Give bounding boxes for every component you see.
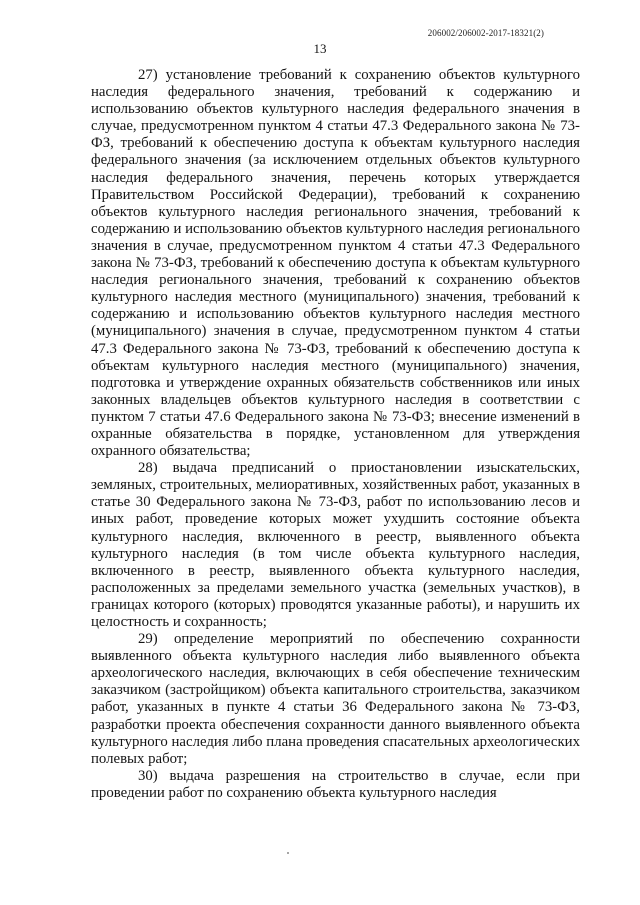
page-number: 13 (313, 41, 327, 56)
document-body (91, 67, 580, 802)
scan-speck (287, 852, 289, 854)
paragraph-item-27: 27) установление требований к сохранению объектов культурного наследия федерального значения, требований к содержанию и использованию объектов культурного наследия федерального значения в случае, предусмотренном пунктом 4 статьи 47.3 Федерального закона № 73-ФЗ, требований к обеспечению доступа к объектам культурного наследия федерального значения (за исключением отдельных объектов культурного наследия федерального значения, перечень которых утверждается Правительством Российской Федерации), требований к сохранению объектов культурного наследия регионального значения, требований к содержанию и использованию объектов культурного наследия регионального значения в случае, предусмотренном пунктом 4 статьи 47.3 Федерального закона № 73-ФЗ, требований к обеспечению доступа к объектам культурного наследия регионального значения, требований к сохранению объектов культурного наследия местного (муниципального) значения, требований к содержанию и использованию объектов культурного наследия местного (муниципального) значения в случае, предусмотренном пунктом 4 статьи 47.3 Федерального закона № 73-ФЗ, требований к обеспечению доступа к объектам культурного наследия местного (муниципального) значения, подготовка и утверждение охранных обязательств собственников или иных законных владельцев объектов культурного наследия в соответствии с пунктом 7 статьи 47.6 Федерального закона № 73-ФЗ; внесение изменений в охранные обязательства в порядке, установленном для утверждения охранного обязательства; (91, 67, 580, 460)
document-registration-code: 206002/206002-2017-18321(2) (427, 28, 544, 38)
paragraph-item-30: 30) выдача разрешения на строительство в случае, если при проведении работ по сохранению объекта культурного наследия (91, 767, 580, 801)
paragraph-item-28: 28) выдача предписаний о приостановлении изыскательских, земляных, строительных, мелиоративных, хозяйственных работ, указанных в статье 30 Федерального закона № 73-ФЗ, работ по использованию лесов и иных работ, проведение которых может ухудшить состояние объекта культурного наследия, включенного в реестр, выявленного объекта культурного наследия (в том числе объекта культурного наследия, включенного в реестр, выявленного объекта культурного наследия, расположенных за пределами земельного участка (земельных участков), в границах которого (которых) проводятся указанные работы), и нарушить их целостность и сохранность; (91, 460, 580, 630)
paragraph-item-29: 29) определение мероприятий по обеспечению сохранности выявленного объекта культурного наследия либо выявленного объекта археологического наследия, включающих в себя обеспечение техническим заказчиком (застройщиком) объекта капитального строительства, заказчиком работ, указанных в пункте 4 статьи 36 Федерального закона № 73-ФЗ, разработки проекта обеспечения сохранности данного выявленного объекта культурного наследия либо плана проведения спасательных археологических полевых работ; (91, 631, 580, 767)
